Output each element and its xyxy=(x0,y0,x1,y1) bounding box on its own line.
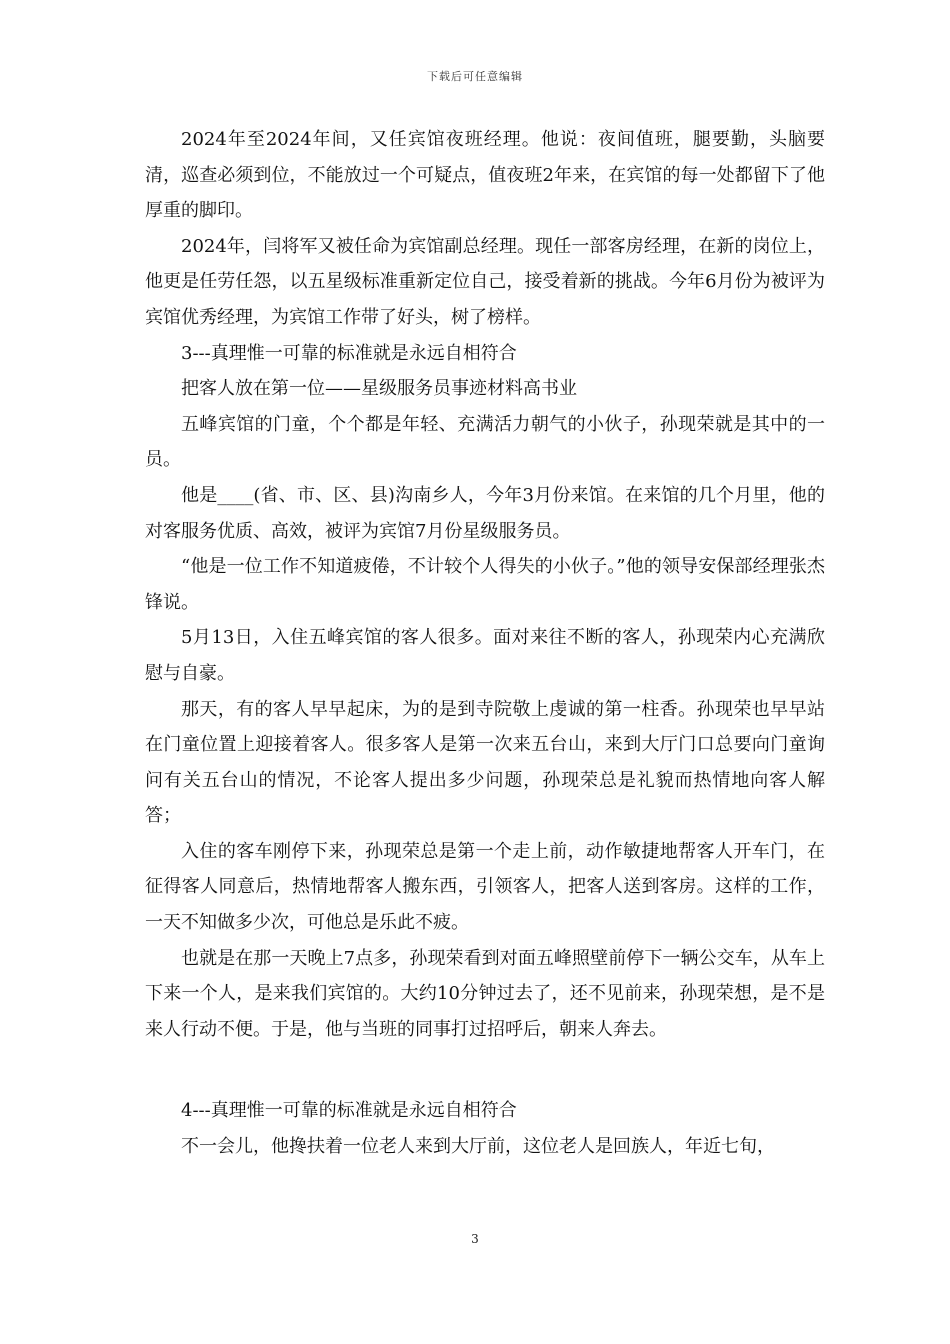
paragraph-night-manager: 2024年至2024年间，又任宾馆夜班经理。他说：夜间值班，腿要勤，头脑要清，巡查必须到位，不能放过一个可疑点，值夜班2年来，在宾馆的每一处都留下了他厚重的脚印。 xyxy=(145,129,825,222)
paragraph-quote: “他是一位工作不知道疲倦，不计较个人得失的小伙子。”他的领导安保部经理张杰锋说。 xyxy=(145,556,825,613)
paragraph-evening: 也就是在那一天晚上7点多，孙现荣看到对面五峰照壁前停下一辆公交车，从车上下来一个人，是来我们宾馆的。大约10分钟过去了，还不见前来，孙现荣想，是不是来人行动不便。于是，他与当班的同事打过招呼后，朝来人奔去。 xyxy=(145,947,825,1040)
section-spacer xyxy=(145,1047,825,1093)
paragraph-deputy-manager: 2024年，闫将军又被任命为宾馆副总经理。现任一部客房经理，在新的岗位上，他更是任劳任怨，以五星级标准重新定位自己，接受着新的挑战。今年6月份为被评为宾馆优秀经理，为宾馆工作带了好头，树了榜样。 xyxy=(145,235,825,328)
paragraph-origin: 他是____(省、市、区、县)沟南乡人，今年3月份来馆。在来馆的几个月里，他的对客服务优质、高效，被评为宾馆7月份星级服务员。 xyxy=(145,484,825,542)
article-title: 把客人放在第一位——星级服务员事迹材料高书业 xyxy=(181,378,577,400)
page-header: 下载后可任意编辑 xyxy=(427,70,523,83)
paragraph-bus-arrival: 入住的客车刚停下来，孙现荣总是第一个走上前，动作敏捷地帮客人开车门，在征得客人同意后，热情地帮客人搬东西，引领客人，把客人送到客房。这样的工作，一天不知做多少次，可他总是乐此不疲。 xyxy=(145,840,825,934)
section-heading-3: 3---真理惟一可靠的标准就是永远自相符合 xyxy=(181,342,517,364)
paragraph-doormen: 五峰宾馆的门童，个个都是年轻、充满活力朝气的小伙子，孙现荣就是其中的一员。 xyxy=(145,413,825,471)
page-number: 3 xyxy=(471,1232,479,1246)
paragraph-elderly-guest: 不一会儿，他搀扶着一位老人来到大厅前，这位老人是回族人，年近七旬， xyxy=(181,1136,775,1158)
paragraph-morning: 那天，有的客人早早起床，为的是到寺院敬上虔诚的第一柱香。孙现荣也早早站在门童位置上迎接着客人。很多客人是第一次来五台山，来到大厅门口总要向门童询问有关五台山的情况，不论客人提出多少问题，孙现荣总是礼貌而热情地向客人解答； xyxy=(145,698,825,827)
document-body xyxy=(145,122,825,1165)
paragraph-may-13: 5月13日，入住五峰宾馆的客人很多。面对来往不断的客人，孙现荣内心充满欣慰与自豪。 xyxy=(145,627,825,684)
section-heading-4: 4---真理惟一可靠的标准就是永远自相符合 xyxy=(181,1100,517,1122)
